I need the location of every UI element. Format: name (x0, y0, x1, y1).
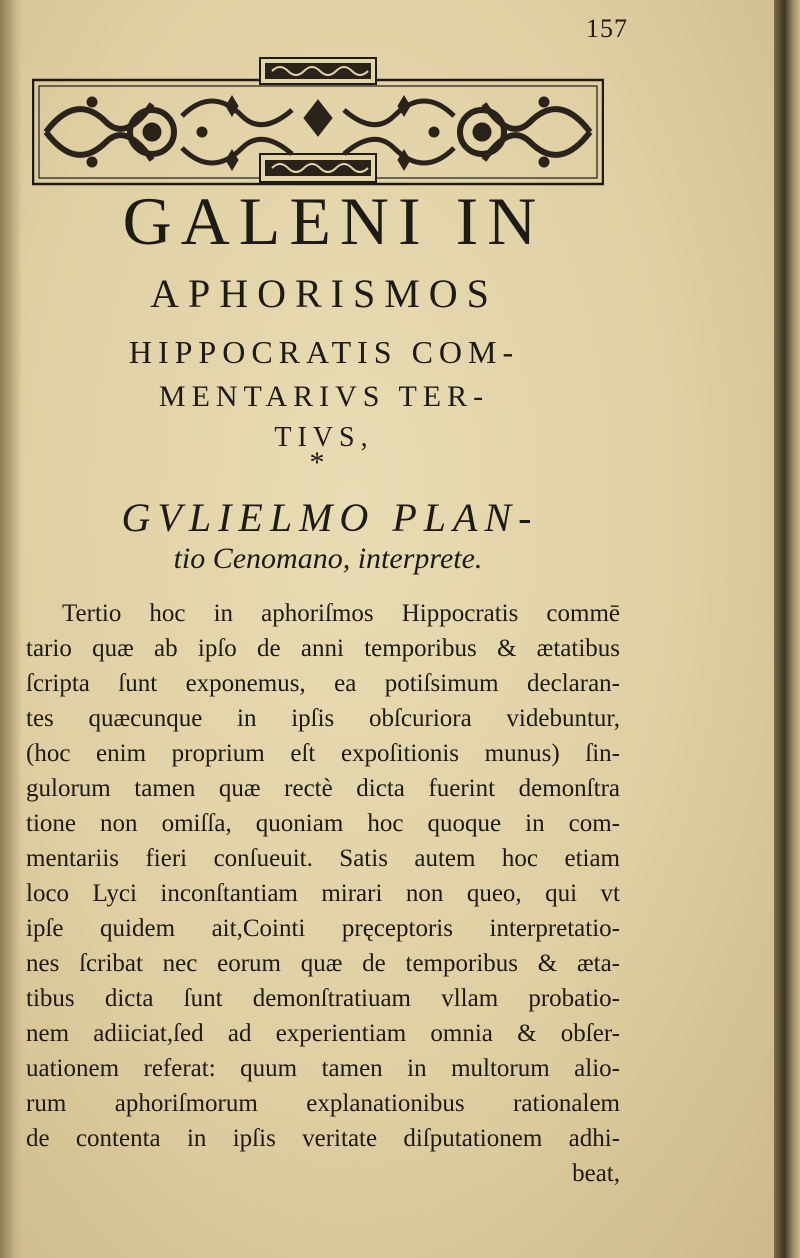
body-line: tario quæ ab ipſo de anni temporibus & ætatibus (26, 635, 620, 662)
body-line: uationem referat: quum tamen in multorum alio- (26, 1055, 620, 1082)
title-line-3: HIPPOCRATIS COM- (128, 334, 520, 370)
body-line: rum aphoriſmorum explanationibus rationalem (26, 1090, 620, 1117)
body-line: de contenta in ipſis veritate diſputationem adhi- (26, 1125, 620, 1152)
body-line: ſcripta ſunt exponemus, ea potiſsimum declaran- (26, 670, 620, 697)
body-line: tibus dicta ſunt demonſtratiuam vllam probatio- (26, 985, 620, 1012)
book-edge (774, 0, 800, 1258)
translator-line-2: tio Cenomano, interprete. (173, 542, 483, 575)
title-line-5: TIVS, (274, 422, 374, 453)
body-line: Tertio hoc in aphoriſmos Hippocratis commē (62, 600, 620, 627)
body-text (26, 596, 620, 1191)
body-line: ipſe quidem ait,Cointi pręceptoris interpretatio- (26, 915, 620, 942)
page-number: 157 (586, 14, 628, 43)
title-line-1: GALENI IN (122, 183, 546, 259)
title-separator: * (309, 446, 325, 479)
body-line: nes ſcribat nec eorum quæ de temporibus & æta- (26, 950, 620, 977)
title-line-2: APHORISMOS (150, 271, 498, 316)
title-line-4: MENTARIVS TER- (158, 380, 490, 413)
body-line: mentariis fieri conſueuit. Satis autem hoc etiam (26, 845, 620, 872)
body-line: tes quæcunque in ipſis obſcuriora videbuntur, (26, 705, 620, 732)
body-line: tione non omiſſa, quoniam hoc quoque in com- (26, 810, 620, 837)
body-line: gulorum tamen quæ rectè dicta fuerint demonſtra (26, 775, 620, 802)
body-line: loco Lyci inconſtantiam mirari non queo, qui vt (26, 880, 620, 907)
body-line: (hoc enim proprium eſt expoſitionis munus) ſin- (26, 740, 620, 767)
translator-line-1: GVLIELMO PLAN- (121, 495, 539, 540)
body-line: nem adiiciat,ſed ad experientiam omnia & obſer- (26, 1020, 620, 1047)
decorative-headpiece (32, 56, 604, 186)
body-line: beat, (572, 1160, 620, 1187)
